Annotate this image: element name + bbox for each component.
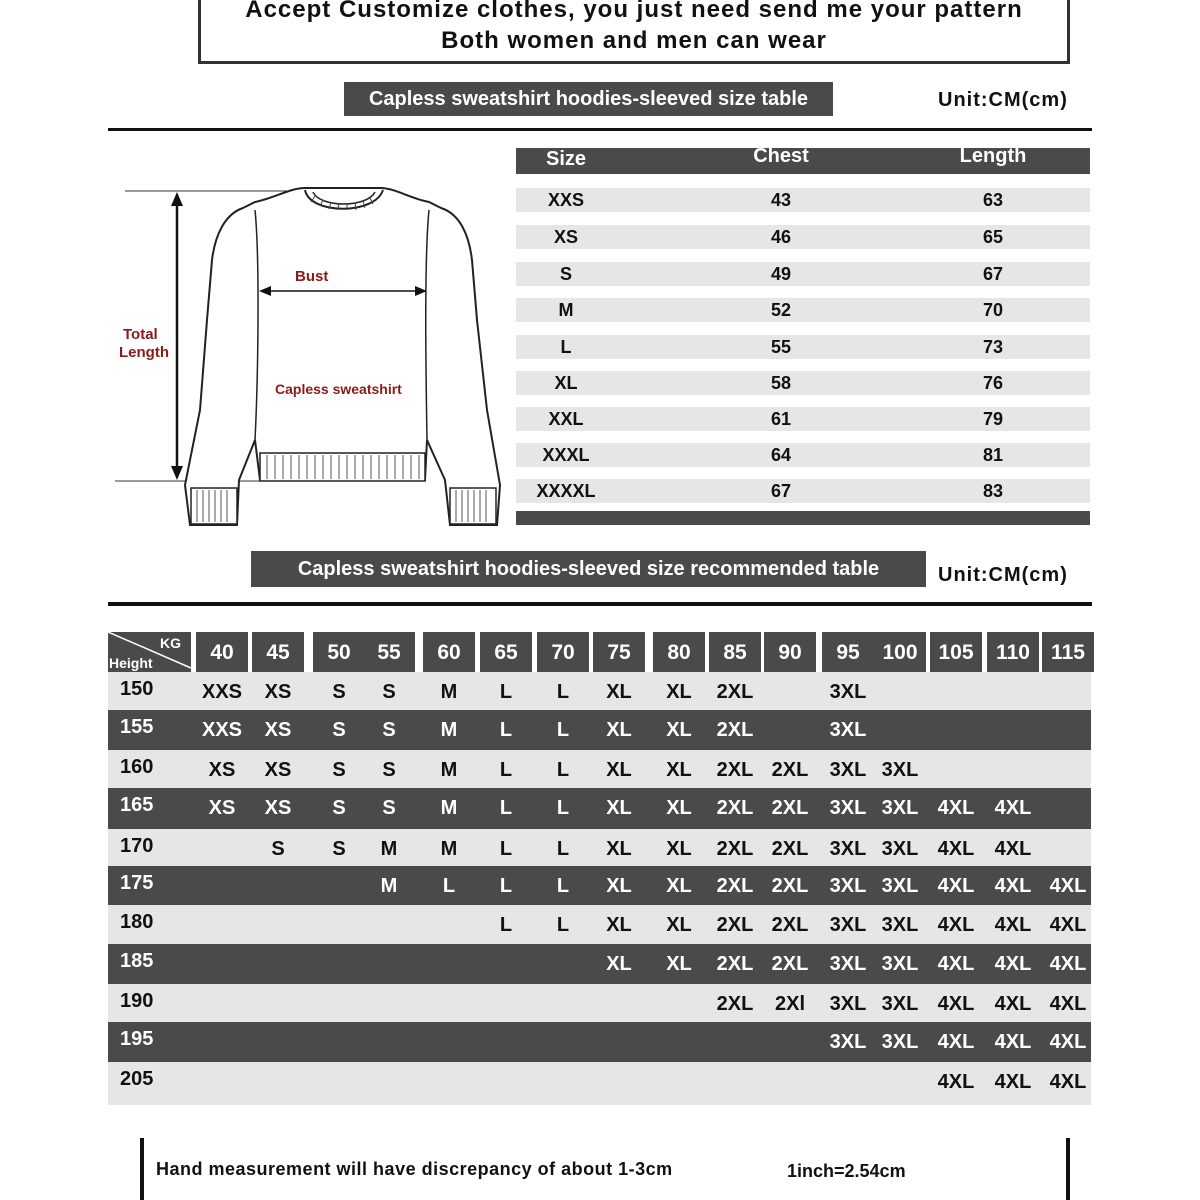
height-cell: 160 — [120, 756, 154, 778]
length-cell: 65 — [982, 227, 1004, 247]
size-recommendation-cell: S — [332, 797, 346, 819]
recommended-table-unit: Unit:CM(cm) — [938, 564, 1068, 586]
size-recommendation-cell: M — [440, 797, 458, 819]
size-table-unit: Unit:CM(cm) — [938, 89, 1068, 111]
weight-header-cell: 55 — [363, 632, 415, 672]
size-recommendation-cell: L — [499, 759, 513, 781]
size-recommendation-cell: 3XL — [881, 838, 919, 860]
size-recommendation-cell: 3XL — [829, 838, 867, 860]
size-recommendation-cell: L — [556, 681, 570, 703]
size-recommendation-cell: 3XL — [881, 953, 919, 975]
size-recommendation-cell: S — [382, 759, 396, 781]
size-table-row — [516, 225, 1090, 249]
size-table-header — [516, 145, 1090, 174]
size-recommendation-cell: S — [271, 838, 285, 860]
size-recommendation-cell: 4XL — [937, 953, 975, 975]
size-recommendation-cell: 2XL — [716, 875, 754, 897]
weight-header-cell: 80 — [653, 632, 705, 672]
size-recommendation-cell: 4XL — [1049, 993, 1087, 1015]
recommended-table-row — [108, 866, 1091, 905]
weight-header-cell: 85 — [709, 632, 761, 672]
size-recommendation-cell: 3XL — [829, 797, 867, 819]
size-recommendation-cell: XL — [666, 759, 692, 781]
header-line-2: Both women and men can wear — [441, 27, 827, 54]
divider — [108, 128, 1092, 131]
size-table-row — [516, 262, 1090, 286]
size-recommendation-cell: XS — [208, 759, 236, 781]
size-recommendation-cell: S — [332, 838, 346, 860]
size-recommendation-cell: XL — [666, 797, 692, 819]
length-cell: 70 — [982, 300, 1004, 320]
height-cell: 185 — [120, 950, 154, 972]
weight-header-cell: 45 — [252, 632, 304, 672]
size-recommendation-cell: 2XL — [716, 759, 754, 781]
size-recommendation-cell: 4XL — [994, 993, 1032, 1015]
size-recommendation-cell: XL — [666, 681, 692, 703]
size-recommendation-cell: XL — [666, 953, 692, 975]
corner-cell — [108, 632, 191, 672]
size-cell: XXL — [548, 409, 584, 429]
size-recommendation-cell: 4XL — [1049, 1071, 1087, 1093]
size-recommendation-cell: 4XL — [937, 797, 975, 819]
size-recommendation-cell: XL — [666, 719, 692, 741]
chest-cell: 43 — [770, 190, 792, 210]
height-cell: 155 — [120, 716, 154, 738]
size-recommendation-cell: 3XL — [829, 719, 867, 741]
size-recommendation-cell: 2XL — [771, 759, 809, 781]
size-recommendation-cell: 3XL — [829, 759, 867, 781]
size-recommendation-cell: 4XL — [994, 953, 1032, 975]
size-recommendation-cell: 3XL — [829, 875, 867, 897]
recommended-table-row — [108, 788, 1091, 829]
size-recommendation-cell: XL — [666, 875, 692, 897]
size-recommendation-cell: 2XL — [771, 838, 809, 860]
weight-header-cell: 105 — [930, 632, 982, 672]
size-recommendation-cell: L — [556, 759, 570, 781]
weight-header-cell: 95 — [822, 632, 874, 672]
header-bracket — [198, 0, 1070, 64]
total-length-label-2: Length — [119, 344, 169, 361]
chest-cell: 46 — [770, 227, 792, 247]
recommended-table-row — [108, 710, 1091, 750]
size-recommendation-cell: 4XL — [937, 838, 975, 860]
size-recommendation-cell: XXS — [201, 719, 243, 741]
col-size: Size — [545, 148, 587, 170]
size-recommendation-cell: XL — [606, 681, 632, 703]
chest-cell: 52 — [770, 300, 792, 320]
recommended-table-row — [108, 1022, 1091, 1062]
size-recommendation-cell: S — [332, 681, 346, 703]
weight-header-cell: 110 — [987, 632, 1039, 672]
size-table-row — [516, 298, 1090, 322]
size-recommendation-cell: XL — [606, 838, 632, 860]
size-recommendation-cell: 4XL — [994, 875, 1032, 897]
weight-header-cell: 65 — [480, 632, 532, 672]
size-table-row — [516, 443, 1090, 467]
corner-height: Height — [109, 655, 153, 671]
weight-header-cell: 40 — [196, 632, 248, 672]
size-recommendation-cell: M — [380, 838, 398, 860]
size-recommendation-cell: 4XL — [994, 838, 1032, 860]
size-recommendation-cell: 4XL — [937, 993, 975, 1015]
chest-cell: 67 — [770, 481, 792, 501]
right-cuff — [450, 488, 496, 524]
weight-header-cell: 50 — [313, 632, 365, 672]
size-recommendation-cell: 2XL — [716, 838, 754, 860]
size-recommendation-cell: 4XL — [1049, 1031, 1087, 1053]
left-cuff — [191, 488, 237, 524]
size-recommendation-cell: L — [499, 914, 513, 936]
size-recommendation-cell: 4XL — [937, 1071, 975, 1093]
size-recommendation-cell: XS — [264, 797, 292, 819]
recommended-table-row — [108, 905, 1091, 944]
size-table-title: Capless sweatshirt hoodies-sleeved size table — [344, 82, 833, 116]
size-recommendation-cell: L — [556, 838, 570, 860]
size-recommendation-cell: XXS — [201, 681, 243, 703]
size-recommendation-cell: S — [332, 759, 346, 781]
size-recommendation-cell: 2XL — [771, 875, 809, 897]
size-recommendation-cell: XS — [264, 759, 292, 781]
size-table-row — [516, 407, 1090, 431]
size-recommendation-cell: L — [499, 875, 513, 897]
height-cell: 170 — [120, 835, 154, 857]
size-table-row — [516, 335, 1090, 359]
size-recommendation-cell: XL — [666, 838, 692, 860]
size-recommendation-cell: XL — [606, 875, 632, 897]
size-recommendation-cell: M — [440, 759, 458, 781]
size-recommendation-cell: L — [499, 797, 513, 819]
weight-header-cell: 70 — [537, 632, 589, 672]
size-recommendation-cell: XL — [606, 953, 632, 975]
size-recommendation-cell: S — [382, 719, 396, 741]
size-recommendation-cell: 4XL — [994, 1071, 1032, 1093]
size-recommendation-cell: 2Xl — [774, 993, 806, 1015]
size-recommendation-cell: XL — [666, 914, 692, 936]
size-recommendation-cell: 2XL — [771, 914, 809, 936]
size-recommendation-cell: 3XL — [829, 914, 867, 936]
size-recommendation-cell: 4XL — [1049, 953, 1087, 975]
size-recommendation-cell: XS — [264, 719, 292, 741]
footer-bracket — [140, 1138, 1070, 1200]
length-cell: 81 — [982, 445, 1004, 465]
chest-cell: 49 — [770, 264, 792, 284]
recommended-table-row — [108, 829, 1091, 866]
size-recommendation-cell: 2XL — [716, 797, 754, 819]
length-cell: 67 — [982, 264, 1004, 284]
size-recommendation-cell: M — [380, 875, 398, 897]
size-recommendation-cell: XS — [264, 681, 292, 703]
size-cell: L — [560, 337, 572, 357]
recommended-table-row — [108, 750, 1091, 788]
size-recommendation-cell: 2XL — [716, 719, 754, 741]
size-recommendation-cell: 2XL — [716, 681, 754, 703]
size-recommendation-cell: 3XL — [829, 993, 867, 1015]
size-recommendation-cell: 3XL — [829, 953, 867, 975]
size-recommendation-cell: 3XL — [881, 759, 919, 781]
size-recommendation-cell: L — [556, 719, 570, 741]
size-recommendation-cell: 4XL — [1049, 914, 1087, 936]
size-recommendation-cell: M — [440, 719, 458, 741]
size-cell: XS — [553, 227, 578, 247]
recommended-table-row — [108, 1062, 1091, 1105]
length-cell: 63 — [982, 190, 1004, 210]
height-cell: 195 — [120, 1028, 154, 1050]
recommended-table-row — [108, 984, 1091, 1022]
size-recommendation-cell: S — [382, 681, 396, 703]
garment-label: Capless sweatshirt — [275, 381, 402, 397]
length-cell: 73 — [982, 337, 1004, 357]
col-chest: Chest — [753, 145, 809, 167]
footer-conversion: 1inch=2.54cm — [787, 1161, 906, 1181]
height-cell: 150 — [120, 678, 154, 700]
size-cell: S — [559, 264, 572, 284]
weight-header-cell: 100 — [874, 632, 926, 672]
size-recommendation-cell: 2XL — [716, 953, 754, 975]
weight-header-cell: 115 — [1042, 632, 1094, 672]
size-table-row — [516, 479, 1090, 503]
size-recommendation-cell: L — [556, 914, 570, 936]
height-cell: 165 — [120, 794, 154, 816]
col-length: Length — [959, 145, 1027, 167]
size-recommendation-cell: 3XL — [881, 875, 919, 897]
size-recommendation-cell: 4XL — [994, 1031, 1032, 1053]
size-recommendation-cell: L — [499, 719, 513, 741]
recommended-table-title: Capless sweatshirt hoodies-sleeved size recommended table — [251, 551, 926, 587]
total-length-label-1: Total — [123, 326, 158, 343]
size-recommendation-cell: 2XL — [716, 914, 754, 936]
size-recommendation-cell: XL — [606, 914, 632, 936]
chest-cell: 61 — [770, 409, 792, 429]
size-cell: XL — [554, 373, 578, 393]
corner-kg: KG — [160, 635, 181, 651]
size-recommendation-cell: 4XL — [994, 797, 1032, 819]
chest-cell: 64 — [770, 445, 792, 465]
size-recommendation-cell: M — [440, 681, 458, 703]
size-recommendation-cell: 4XL — [1049, 875, 1087, 897]
size-recommendation-cell: S — [382, 797, 396, 819]
size-cell: XXXL — [542, 445, 590, 465]
height-cell: 175 — [120, 872, 154, 894]
size-recommendation-cell: 2XL — [716, 993, 754, 1015]
size-recommendation-cell: L — [499, 838, 513, 860]
divider — [108, 602, 1092, 606]
size-table-footer-bar — [516, 511, 1090, 525]
size-recommendation-cell: XS — [208, 797, 236, 819]
size-recommendation-cell: 4XL — [937, 914, 975, 936]
size-recommendation-cell: XL — [606, 797, 632, 819]
size-cell: XXS — [547, 190, 585, 210]
size-cell: M — [558, 300, 574, 320]
size-recommendation-cell: 2XL — [771, 797, 809, 819]
length-cell: 79 — [982, 409, 1004, 429]
weight-header-cell: 90 — [764, 632, 816, 672]
size-recommendation-cell: 3XL — [881, 797, 919, 819]
size-recommendation-cell: L — [442, 875, 456, 897]
size-cell: XXXXL — [536, 481, 596, 501]
height-cell: 205 — [120, 1068, 154, 1090]
footer-note: Hand measurement will have discrepancy of about 1-3cm — [156, 1159, 673, 1179]
recommended-table-row — [108, 944, 1091, 984]
bust-label: Bust — [295, 268, 329, 285]
size-recommendation-cell: 2XL — [771, 953, 809, 975]
size-table-row — [516, 371, 1090, 395]
size-recommendation-cell: 3XL — [881, 1031, 919, 1053]
size-recommendation-cell: 3XL — [881, 993, 919, 1015]
size-recommendation-cell: XL — [606, 719, 632, 741]
chest-cell: 55 — [770, 337, 792, 357]
size-table-row — [516, 188, 1090, 212]
recommended-table-row — [108, 672, 1091, 710]
size-recommendation-cell: 4XL — [937, 1031, 975, 1053]
weight-header-cell: 75 — [593, 632, 645, 672]
size-recommendation-cell: XL — [606, 759, 632, 781]
size-recommendation-cell: 4XL — [994, 914, 1032, 936]
size-recommendation-cell: 3XL — [881, 914, 919, 936]
sweatshirt-diagram — [115, 180, 515, 540]
length-cell: 83 — [982, 481, 1004, 501]
size-recommendation-cell: L — [556, 875, 570, 897]
size-recommendation-cell: L — [499, 681, 513, 703]
height-cell: 180 — [120, 911, 154, 933]
size-recommendation-cell: 3XL — [829, 1031, 867, 1053]
size-recommendation-cell: 4XL — [937, 875, 975, 897]
header-line-1: Accept Customize clothes, you just need send me your pattern — [245, 0, 1023, 23]
chest-cell: 58 — [770, 373, 792, 393]
size-recommendation-cell: L — [556, 797, 570, 819]
size-recommendation-cell: 3XL — [829, 681, 867, 703]
size-recommendation-cell: S — [332, 719, 346, 741]
length-cell: 76 — [982, 373, 1004, 393]
hem-rib — [260, 453, 425, 481]
size-recommendation-cell: M — [440, 838, 458, 860]
height-cell: 190 — [120, 990, 154, 1012]
weight-header-cell: 60 — [423, 632, 475, 672]
